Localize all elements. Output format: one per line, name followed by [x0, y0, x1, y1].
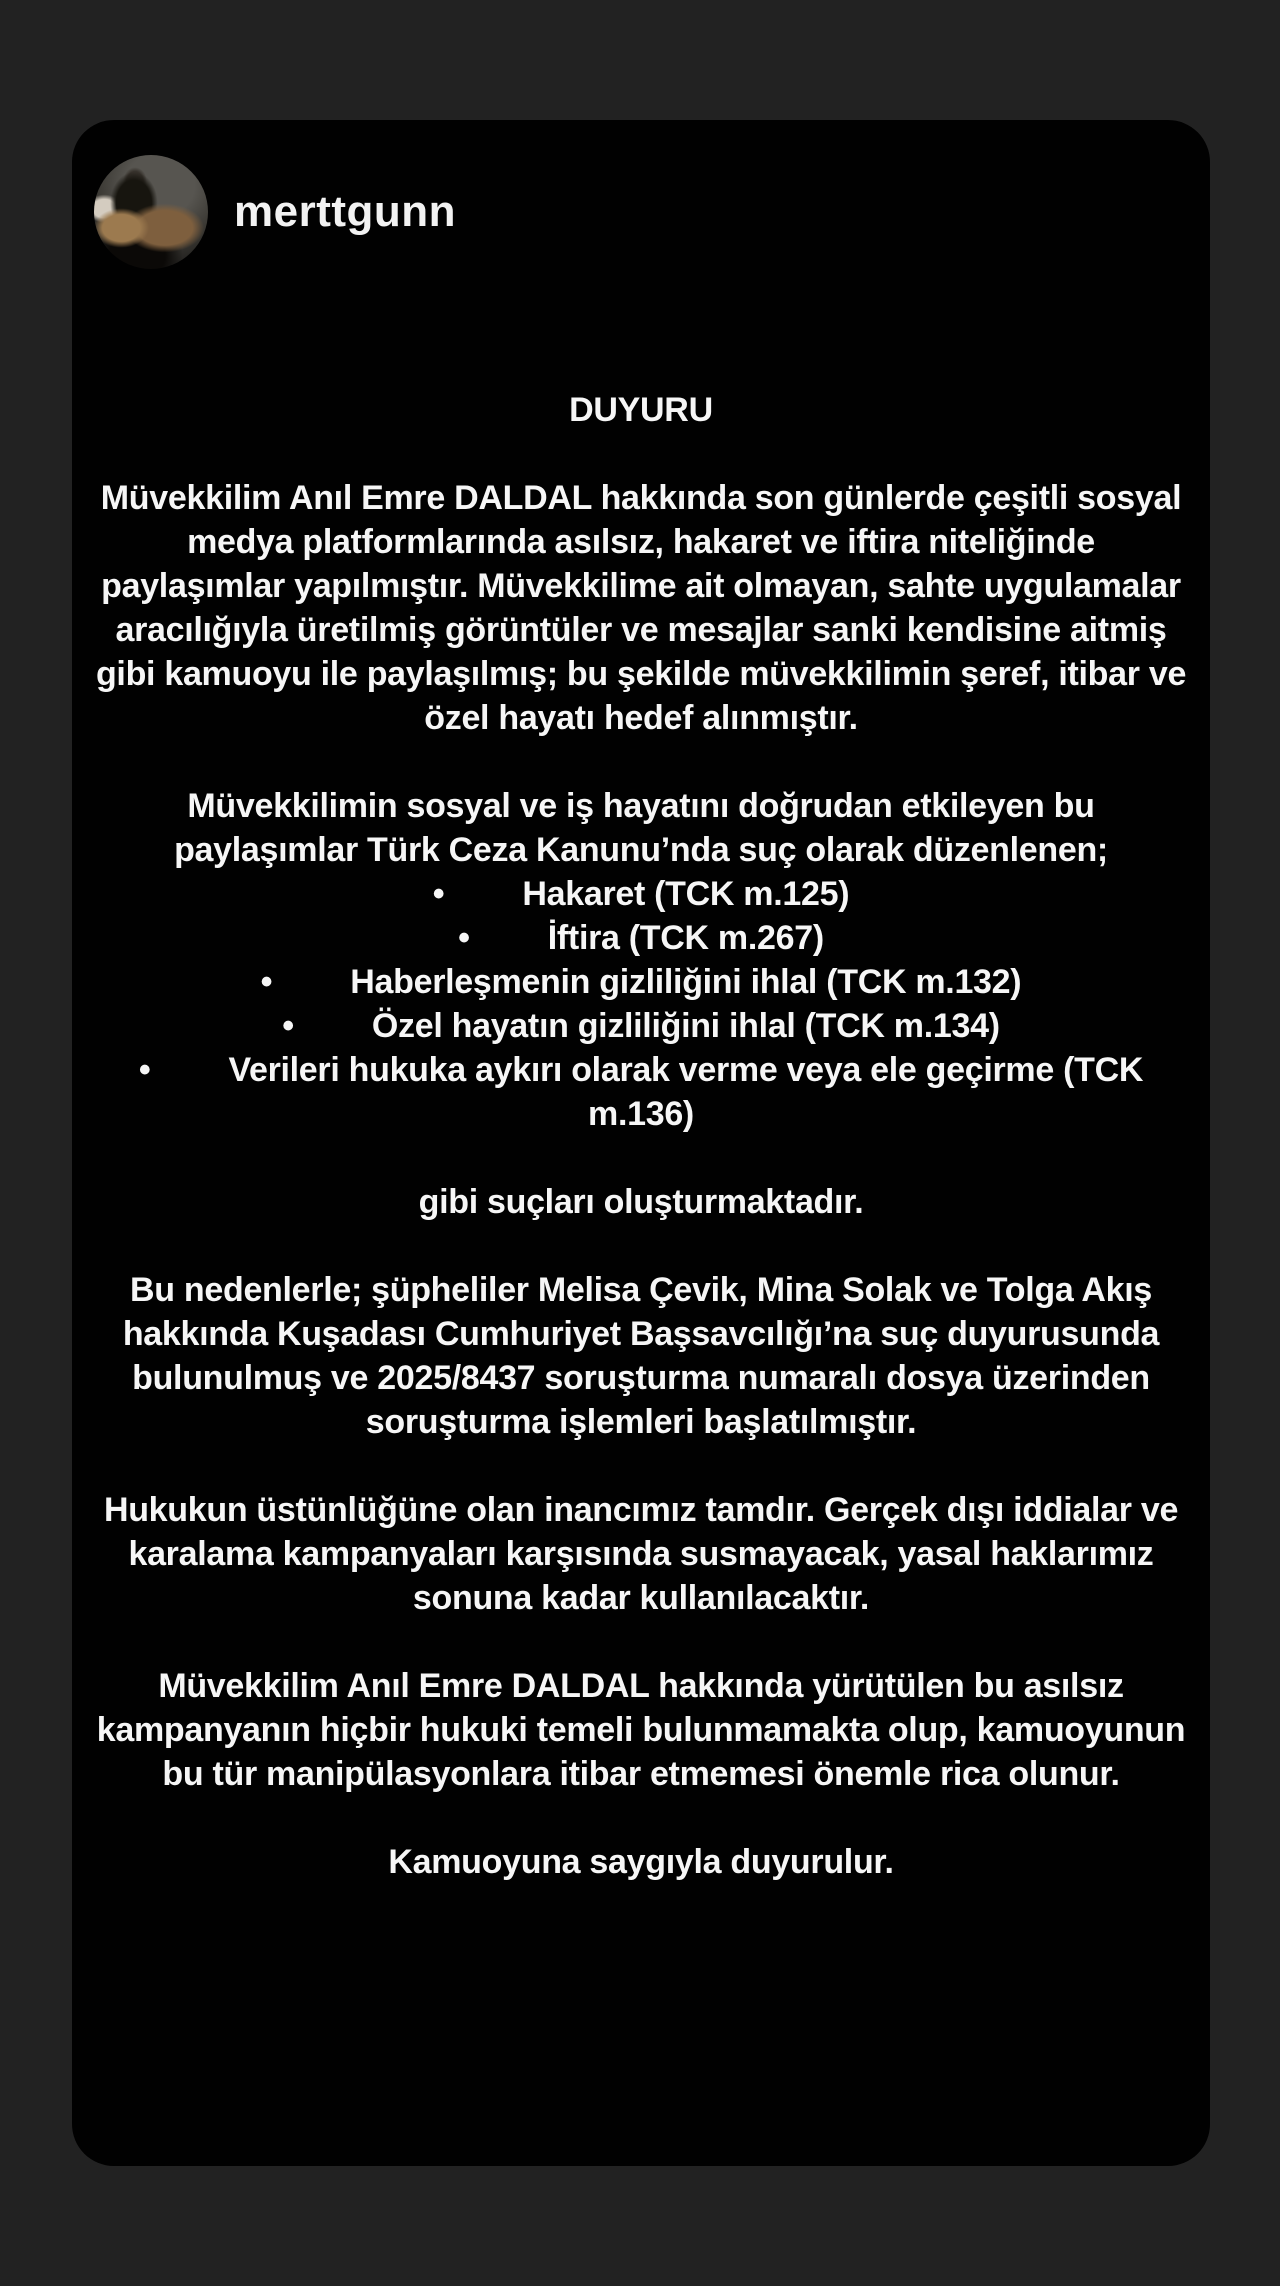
bullet-item — [92, 960, 1190, 1004]
bullet-marker: • — [432, 875, 445, 913]
story-card — [72, 120, 1210, 2166]
announcement-paragraph: Müvekkilimin sosyal ve iş hayatını doğrudan etkileyen bu paylaşımlar Türk Ceza Kanunu’nda suç olarak düzenlenen; — [174, 787, 1108, 869]
announcement-paragraph: Hukukun üstünlüğüne olan inancımız tamdır. Gerçek dışı iddialar ve karalama kampanyaları karşısında susmayacak, yasal haklarımız sonuna kadar kullanılacaktır. — [103, 1491, 1179, 1617]
bullet-text: Verileri hukuka aykırı olarak verme veya ele geçirme (TCK m.136) — [228, 1051, 1144, 1133]
bullet-text: Haberleşmenin gizliliğini ihlal (TCK m.132) — [350, 963, 1022, 1001]
bullet-text: İftira (TCK m.267) — [547, 919, 824, 957]
bullet-item — [92, 1048, 1190, 1136]
bullet-marker: • — [260, 963, 273, 1001]
announcement-paragraph: gibi suçları oluşturmaktadır. — [418, 1183, 864, 1221]
bullet-item — [92, 916, 1190, 960]
bullet-item — [92, 1004, 1190, 1048]
username[interactable]: merttgunn — [234, 187, 457, 236]
story-header — [94, 155, 456, 269]
bullet-marker: • — [282, 1007, 294, 1045]
announcement-title: DUYURU — [569, 391, 713, 429]
profile-avatar[interactable] — [94, 155, 208, 269]
bullet-item — [92, 872, 1190, 916]
announcement-paragraph: Bu nedenlerle; şüpheliler Melisa Çevik, Mina Solak ve Tolga Akış hakkında Kuşadası Cumhuriyet Başsavcılığı’na suç duyurusunda bulunulmuş ve 2025/8437 soruşturma numaralı dosya üzerinden soruşturma işlemleri başlatılmıştır. — [122, 1271, 1160, 1441]
announcement-paragraph: Müvekkilim Anıl Emre DALDAL hakkında yürütülen bu asılsız kampanyanın hiçbir hukuki temeli bulunmamakta olup, kamuoyunun bu tür manipülasyonlara itibar etmemesi önemle rica olunur. — [96, 1667, 1186, 1793]
bullet-text: Hakaret (TCK m.125) — [522, 875, 850, 913]
announcement-paragraph: Kamuoyuna saygıyla duyurulur. — [388, 1843, 894, 1881]
announcement-body — [72, 388, 1210, 1884]
bullet-text: Özel hayatın gizliliğini ihlal (TCK m.134) — [371, 1007, 1000, 1045]
announcement-paragraph: Müvekkilim Anıl Emre DALDAL hakkında son günlerde çeşitli sosyal medya platformlarında asılsız, hakaret ve iftira niteliğinde paylaşımlar yapılmıştır. Müvekkilime ait olmayan, sahte uygulamalar aracılığıyla üretilmiş görüntüler ve mesajlar sanki kendisine aitmiş gibi kamuoyu ile paylaşılmış; bu şekilde müvekkilimin şeref, itibar ve özel hayatı hedef alınmıştır. — [95, 479, 1187, 737]
bullet-marker: • — [138, 1051, 151, 1089]
bullet-marker: • — [458, 919, 470, 957]
